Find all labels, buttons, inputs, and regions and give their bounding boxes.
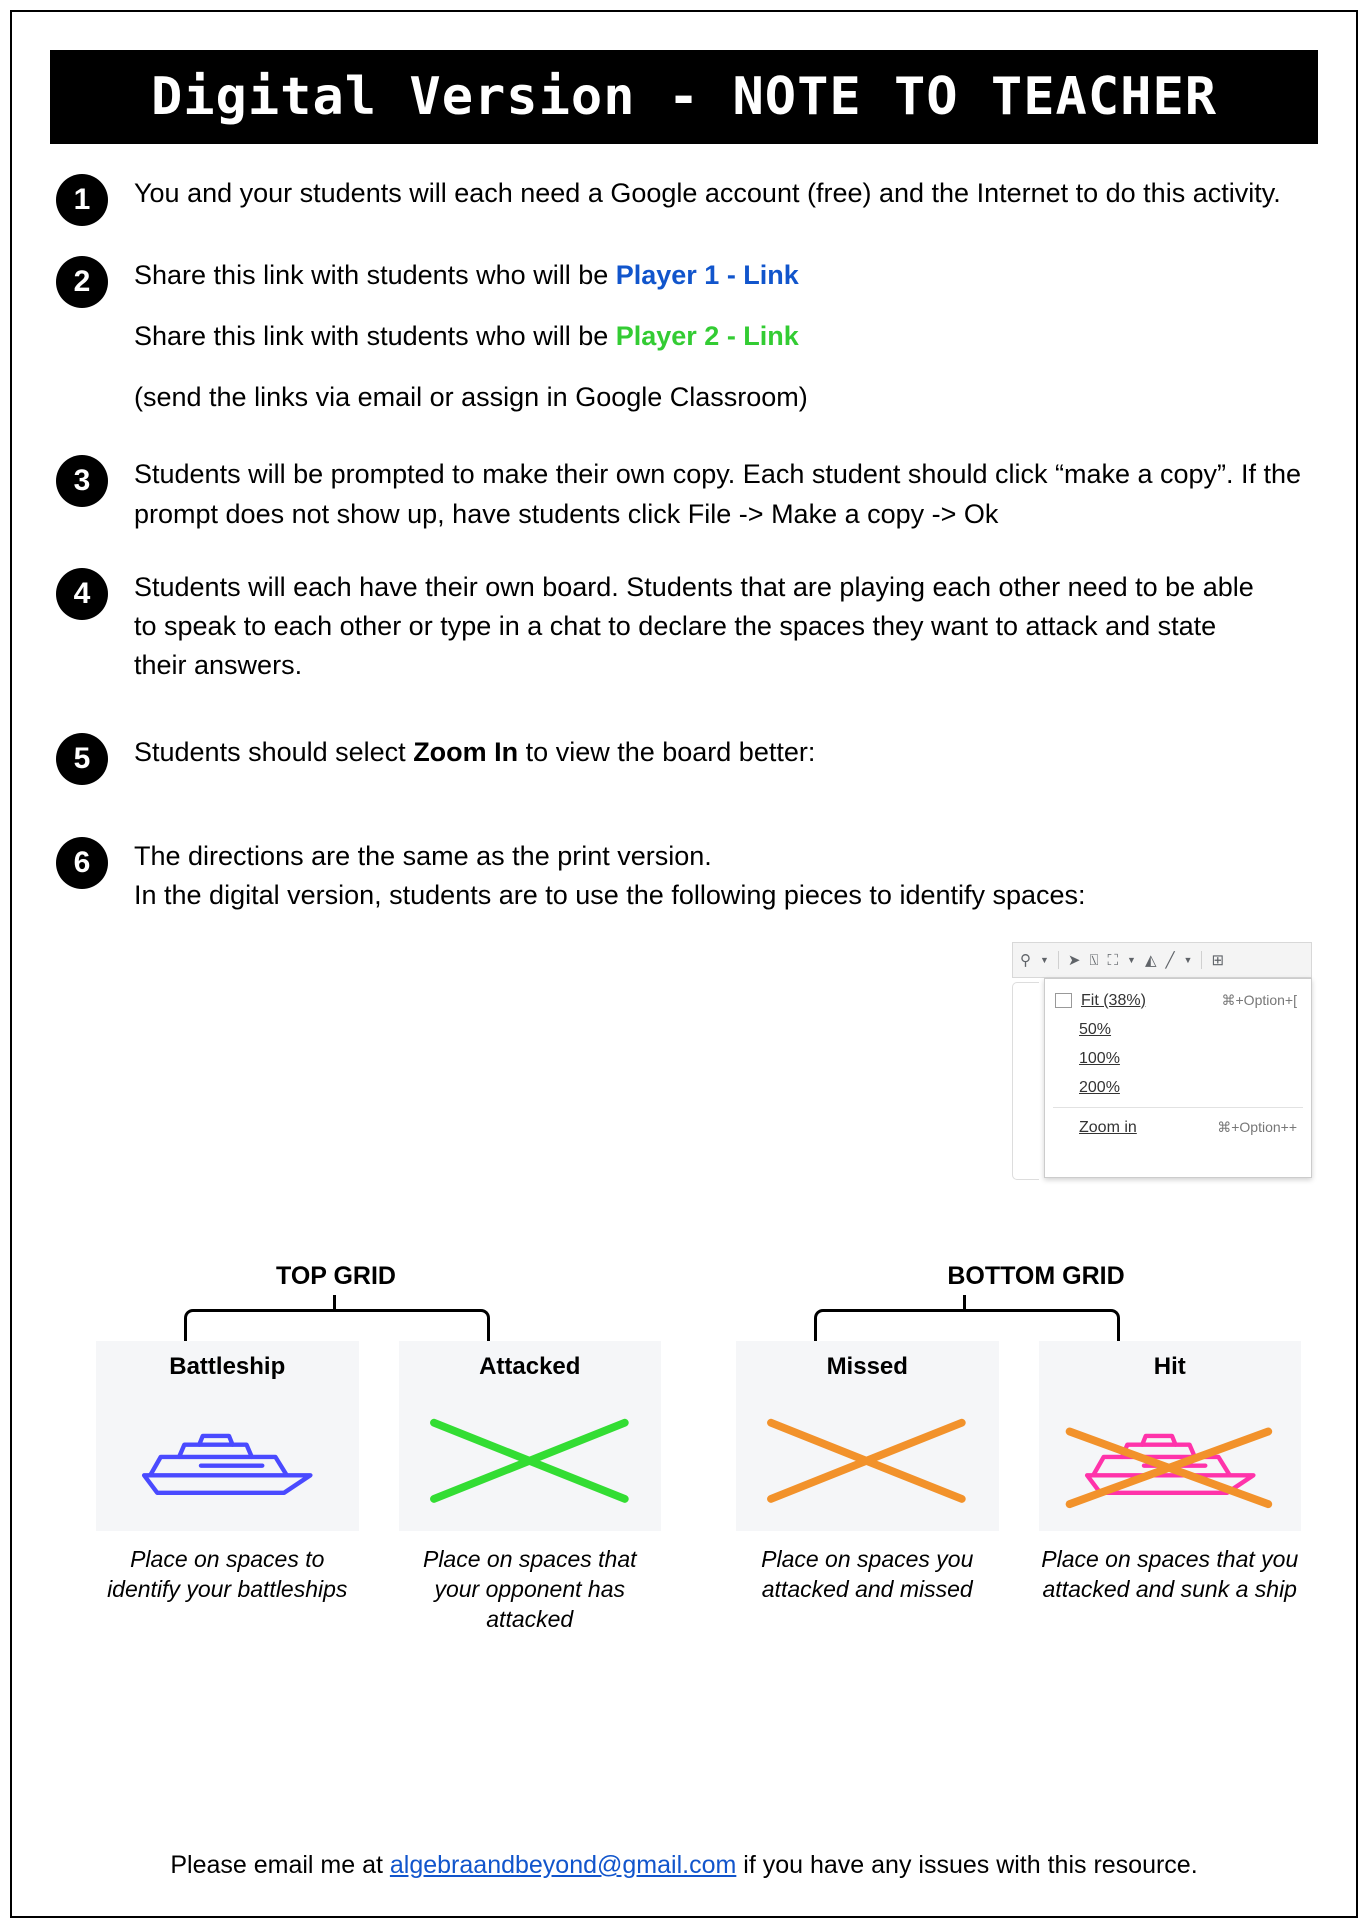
hit-ship-icon [1039,1383,1302,1529]
comment-icon[interactable]: ⊞ [1211,951,1225,969]
step-number-5: 5 [56,733,108,785]
piece-card-hit [1039,1341,1302,1531]
player-1-link[interactable]: Player 1 - Link [615,260,799,290]
zoom-50-label: 50% [1079,1020,1112,1038]
footer-contact [12,1851,1356,1880]
zoom-fit-shortcut: ⌘+Option+[ [1221,992,1297,1008]
step-5-text [134,733,815,772]
image-icon[interactable]: ⛶ [1107,951,1119,969]
step-3 [56,451,1312,533]
step-1-text: You and your students will each need a Google account (free) and the Internet to do this activity. [134,178,1281,208]
step-5-after: to view the board better: [518,737,816,768]
piece-attacked [399,1341,662,1635]
step-5-emphasis: Zoom In [413,737,519,768]
worksheet-page [10,10,1358,1918]
zoom-menu-item-50[interactable] [1045,1015,1311,1044]
piece-card-battleship [96,1341,359,1531]
zoom-100-label: 100% [1079,1049,1120,1067]
select-cursor-icon[interactable]: ➤ [1067,951,1081,969]
step-2-line-1 [134,256,808,295]
zoom-menu-screenshot [1012,942,1312,1182]
piece-caption-hit: Place on spaces that you attacked and sunk a ship [1041,1546,1299,1602]
email-link[interactable]: algebraandbeyond@gmail.com [389,1851,737,1879]
piece-cards [56,1341,1316,1635]
zoom-menu-divider [1053,1107,1303,1108]
battleship-icon [96,1383,359,1529]
toolbar-divider [1058,951,1059,969]
piece-card-missed [736,1341,999,1531]
bottom-grid-title: BOTTOM GRID [947,1262,1125,1290]
piece-card-attacked [399,1341,662,1531]
zoom-menu-item-100[interactable] [1045,1044,1311,1073]
step-6-line-1: The directions are the same as the print version. [134,841,712,872]
step-5-before: Students should select [134,737,414,768]
step-4-text: Students will each have their own board. Students that are playing each other need to be able to speak to each other or type in a chat to declare the spaces they want to attack and state their answers. [134,571,1254,680]
piece-caption-missed: Place on spaces you attacked and missed [761,1546,974,1602]
footer-after: if you have any issues with this resource. [736,1851,1198,1879]
line-icon[interactable]: ╱ [1165,951,1175,969]
game-pieces-legend [56,1262,1316,1635]
screenshot-left-edge [1012,982,1039,1180]
zoom-dropdown-menu [1044,978,1312,1178]
step-number-2: 2 [56,256,108,308]
step-2-line-2-text: Share this link with students who will be [134,321,616,352]
line-caret-icon[interactable]: ▼ [1183,954,1193,965]
top-grid-brace [184,1309,490,1342]
step-number-4: 4 [56,568,108,620]
step-number-1: 1 [56,174,108,226]
piece-label-missed: Missed [826,1353,908,1380]
step-2-line-2 [134,317,808,356]
player-2-link[interactable]: Player 2 - Link [615,321,799,352]
image-caret-icon[interactable]: ▼ [1127,954,1136,965]
step-4 [56,564,1312,685]
zoom-in-shortcut: ⌘+Option++ [1217,1119,1297,1135]
green-x-icon [399,1383,662,1529]
step-number-6: 6 [56,837,108,889]
zoom-dropdown-caret-icon[interactable]: ▼ [1040,954,1049,965]
instruction-steps [56,170,1312,915]
zoom-200-label: 200% [1079,1078,1120,1096]
top-grid-title: TOP GRID [276,1262,396,1290]
fit-icon [1055,993,1072,1008]
top-grid-brace-stem [333,1295,336,1311]
text-box-icon[interactable]: ⍂ [1089,951,1099,969]
piece-label-hit: Hit [1153,1353,1186,1380]
piece-hit [1039,1341,1302,1635]
step-6 [56,833,1312,915]
zoom-menu-item-fit[interactable] [1045,986,1311,1015]
piece-caption-attacked: Place on spaces that your opponent has attacked [422,1546,637,1632]
step-6-line-2: In the digital version, students are to use the following pieces to identify spaces: [134,880,1086,911]
bottom-grid-brace-stem [963,1295,966,1311]
title-banner [50,50,1318,144]
page-title: Digital Version - NOTE TO TEACHER [150,67,1218,127]
footer-before: Please email me at [170,1851,390,1879]
zoom-menu-item-200[interactable] [1045,1073,1311,1102]
step-3-text: Students will be prompted to make their own copy. Each student should click “make a copy”. If the prompt does not show up, have students click File -> Make a copy -> Ok [134,459,1302,529]
piece-battleship [96,1341,359,1635]
toolbar-divider-2 [1201,951,1202,969]
shape-icon[interactable]: ◭ [1144,951,1157,969]
zoom-menu-item-zoom-in[interactable] [1045,1113,1311,1142]
step-2-line-3: (send the links via email or assign in Google Classroom) [134,382,808,413]
step-number-3: 3 [56,455,108,507]
docs-toolbar [1012,942,1312,978]
orange-x-icon [736,1383,999,1529]
step-2-line-1-text: Share this link with students who will be [134,260,616,290]
grid-group-titles [56,1262,1316,1291]
piece-label-battleship: Battleship [169,1353,286,1380]
step-5 [56,729,1312,785]
bottom-grid-brace [814,1309,1120,1342]
step-1 [56,170,1312,226]
zoom-magnifier-icon[interactable]: ⚲ [1020,951,1031,969]
grid-braces [56,1295,1316,1341]
piece-caption-battleship: Place on spaces to identify your battleships [107,1546,348,1602]
step-2 [56,252,1312,417]
piece-label-attacked: Attacked [479,1353,581,1380]
piece-missed [736,1341,999,1635]
zoom-fit-label: Fit (38%) [1081,991,1146,1009]
zoom-in-label: Zoom in [1079,1118,1137,1136]
